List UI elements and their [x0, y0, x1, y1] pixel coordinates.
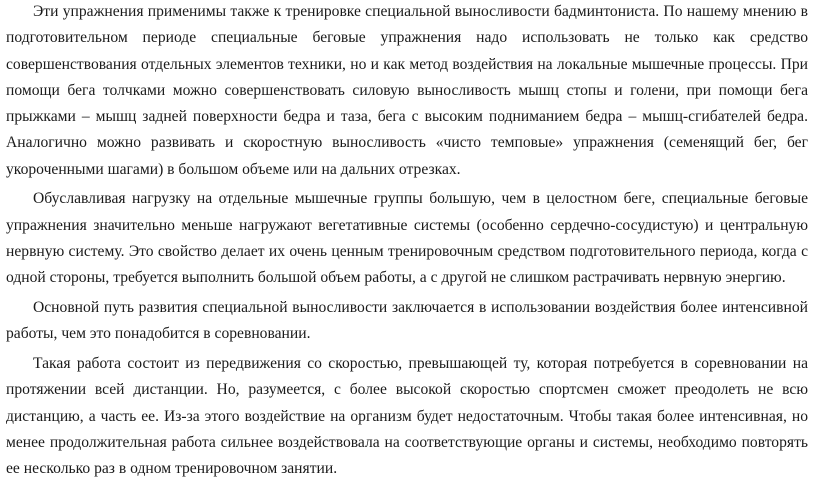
paragraph-4: Такая работа состоит из передвижения со скоростью, превышающей ту, которая потребуется в соревновании на протяжении всей дистанции. Но, разумеется, с более высокой скоростью спортсмен сможет преодолеть не всю дистанцию, а часть ее. Из-за этого воздействие на организм будет недостаточным. Чтобы такая более интенсивная, но менее продолжительная работа сильнее воздействовала на соответствующие органы и системы, необходимо повторять ее несколько раз в одном тренировочном занятии.	[6, 355, 808, 478]
paragraph-1: Эти упражнения применимы также к тренировке специальной выносливости бадминтониста. По нашему мнению в подготовительном периоде специальные беговые упражнения надо использовать не только как средство совершенствования отдельных элементов техники, но и как метод воздействия на локальные мышечные процессы. При помощи бега толчками можно совершенствовать силовую выносливость мышц стопы и голени, при помощи бега прыжками – мышц задней поверхности бедра и таза, бега с высоким подниманием бедра – мышц-сгибателей бедра. Аналогично можно развивать и скоростную выносливость «чисто темповые» упражнения (семенящий бег, бег укороченными шагами) в большом объеме или на дальних отрезках.	[6, 3, 808, 178]
paragraph-3: Основной путь развития специальной выносливости заключается в использовании воздействия более интенсивной работы, чем это понадобится в соревновании.	[6, 299, 808, 343]
paragraph-2: Обуславливая нагрузку на отдельные мышечные группы большую, чем в целостном беге, специальные беговые упражнения значительно меньше нагружают вегетативные системы (особенно сердечно-сосудистую) и центральную нервную систему. Это свойство делает их очень ценным тренировочным средством подготовительного периода, когда с одной стороны, требуется выполнить большой объем работы, а с другой не слишком растрачивать нервную энергию.	[6, 190, 808, 287]
